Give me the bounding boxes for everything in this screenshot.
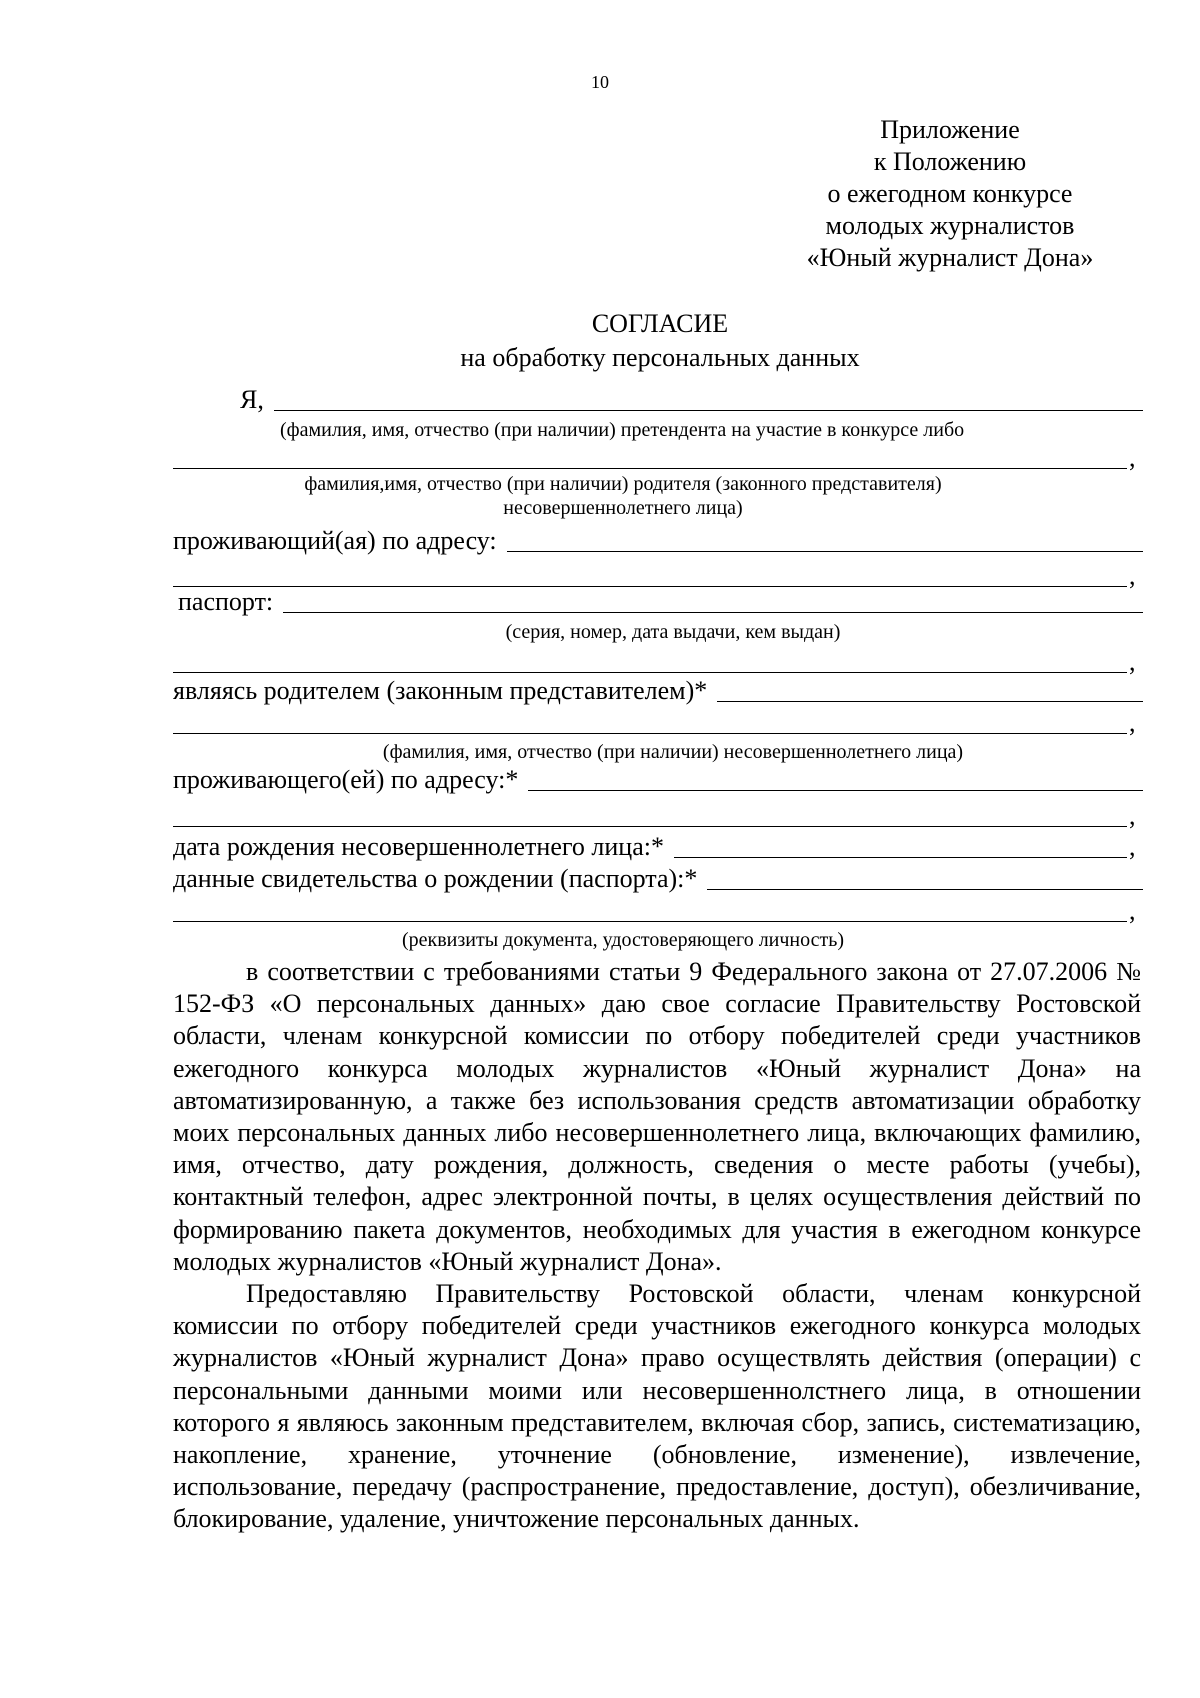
caption-minor: (фамилия, имя, отчество (при наличии) несовершеннолетнего лица) [382, 741, 964, 763]
comma: , [1129, 443, 1136, 472]
passport-field[interactable] [283, 588, 1143, 613]
parent-name-field[interactable] [173, 444, 1127, 469]
caption-document: (реквизиты документа, удостоверяющего личность) [401, 929, 845, 951]
page-number: 10 [591, 72, 609, 92]
address-field-2[interactable] [173, 562, 1127, 587]
consent-body [173, 956, 1141, 1536]
birthdate-label: дата рождения несовершеннолетнего лица:* [173, 832, 664, 861]
caption-passport: (серия, номер, дата выдачи, кем выдан) [505, 621, 841, 643]
appendix-line: к Положению [873, 147, 1027, 176]
minor-address-field[interactable] [528, 766, 1143, 791]
appendix-line: «Юный журналист Дона» [806, 243, 1094, 272]
comma: , [1129, 647, 1136, 676]
caption-parent-1: фамилия,имя, отчество (при наличии) родителя (законного представителя) [304, 473, 942, 495]
appendix-line: молодых журналистов [825, 211, 1075, 240]
consent-paragraph-1: в соответствии с требованиями статьи 9 Федерального закона от 27.07.2006 № 152-ФЗ «О персональных данных» даю свое согласие Правительству Ростовской области, членам конкурсной комиссии по отбору победителей среди участников ежегодного конкурса молодых журналистов «Юный журналист Дона» на автоматизированную, а также без использования средств автоматизации обработку моих персональных данных либо несовершеннолетнего лица, включающих фамилию, имя, отчество, дату рождения, должность, сведения о месте работы (учебы), контактный телефон, адрес электронной почты, в целях осуществления действий по формированию пакета документов, необходимых для участия в ежегодном конкурсе молодых журналистов «Юный журналист Дона». [173, 957, 1141, 1276]
appendix-line: о ежегодном конкурсе [827, 179, 1073, 208]
minor-name-field[interactable] [173, 709, 1127, 734]
i-label: Я, [240, 385, 264, 414]
minor-address-field-2[interactable] [173, 802, 1127, 827]
minor-address-row-2 [173, 801, 1143, 831]
minor-address-row [173, 765, 1143, 795]
parent-status-row [173, 676, 1143, 706]
comma: , [1129, 708, 1136, 737]
certificate-label: данные свидетельства о рождении (паспорта):* [173, 864, 698, 893]
document-subtitle: на обработку персональных данных [460, 343, 860, 372]
appendix-line: Приложение [880, 115, 1020, 144]
comma: , [1129, 801, 1136, 830]
address-row [173, 526, 1143, 556]
applicant-name-field[interactable] [274, 386, 1143, 411]
address-label: проживающий(ая) по адресу: [173, 526, 497, 555]
birthdate-row [173, 832, 1143, 862]
parent-status-label: являясь родителем (законным представителем)* [173, 676, 708, 705]
comma: , [1129, 561, 1136, 590]
certificate-field[interactable] [707, 865, 1143, 890]
passport-row [178, 587, 1143, 617]
appendix-block [790, 114, 1110, 274]
passport-label: паспорт: [178, 587, 274, 616]
minor-name-row [173, 708, 1143, 738]
parent-status-field[interactable] [717, 677, 1143, 702]
caption-parent-2: несовершеннолетнего лица) [503, 497, 743, 519]
certificate-row-2 [173, 896, 1143, 926]
parent-name-row [173, 443, 1143, 473]
passport-row-2 [173, 647, 1143, 677]
caption-applicant: (фамилия, имя, отчество (при наличии) претендента на участие в конкурсе либо [280, 419, 965, 441]
certificate-field-2[interactable] [173, 897, 1127, 922]
comma: , [1129, 832, 1136, 861]
address-field[interactable] [507, 527, 1143, 552]
document-title: СОГЛАСИЕ [591, 309, 729, 338]
applicant-name-row [240, 385, 1143, 415]
comma: , [1129, 896, 1136, 925]
passport-field-2[interactable] [173, 648, 1127, 673]
consent-paragraph-2: Предоставляю Правительству Ростовской области, членам конкурсной комиссии по отбору победителей среди участников ежегодного конкурса молодых журналистов «Юный журналист Дона» право осуществлять действия (операции) с персональными данными моими или несовершеннолстнего лица, в отношении которого я являюсь законным представителем, включая сбор, запись, систематизацию, накопление, хранение, уточнение (обновление, изменение), извлечение, использование, передачу (распространение, предоставление, доступ), обезличивание, блокирование, удаление, уничтожение персональных данных. [173, 1279, 1141, 1534]
birthdate-field[interactable] [674, 833, 1127, 858]
minor-address-label: проживающего(ей) по адресу:* [173, 765, 519, 794]
certificate-row [173, 864, 1143, 894]
